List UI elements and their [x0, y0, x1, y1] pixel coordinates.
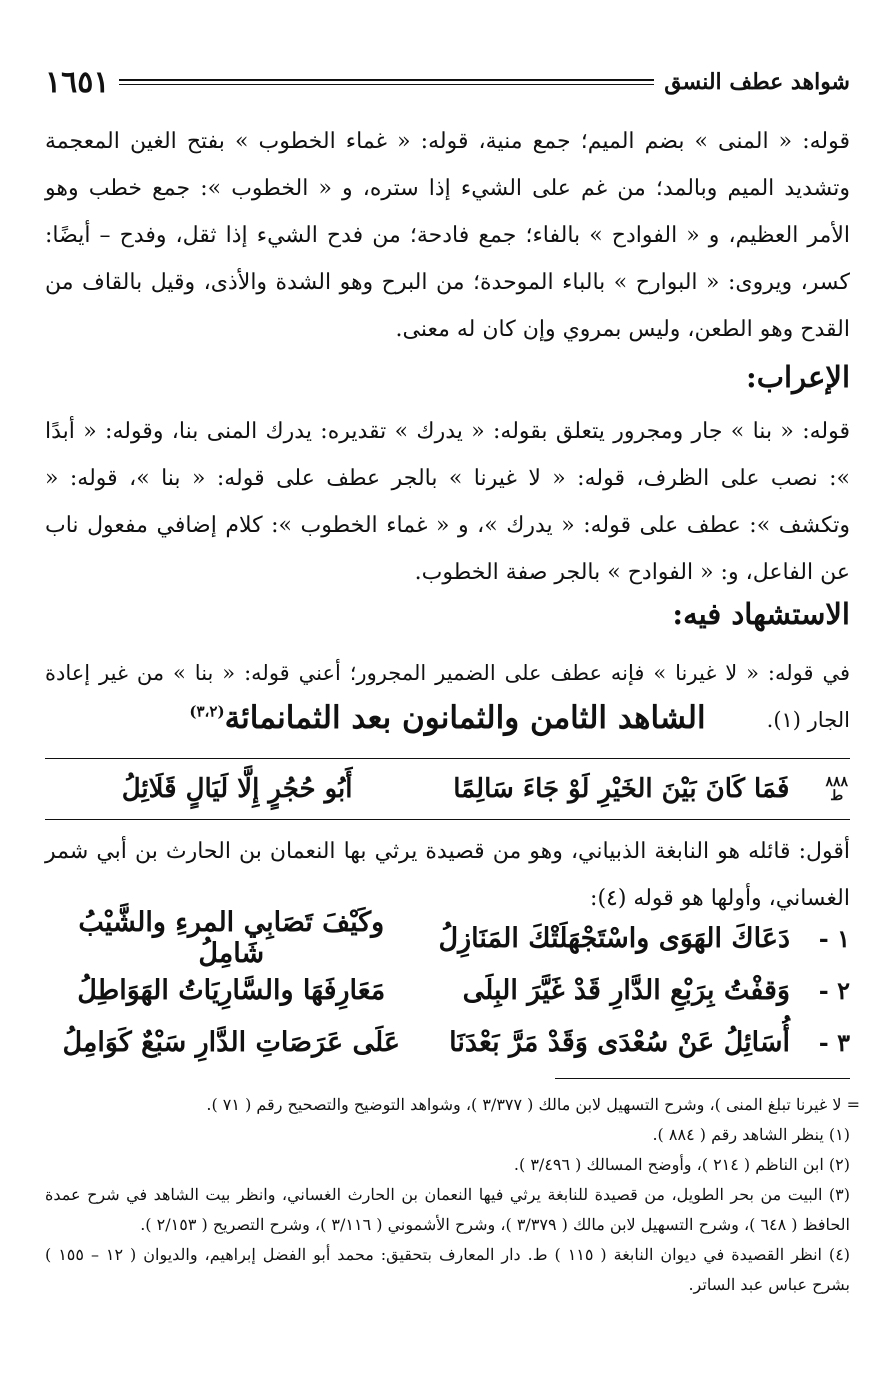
verse-meter-mark: ط [830, 788, 844, 804]
poem-second-hemistich: مَعَارِفَهَا والسَّارِيَاتُ الهَوَاطِلُ [77, 974, 386, 1006]
footnote-2: (٢) ابن الناظم ( ٢١٤ )، وأوضح المسالك ( ٣/٤٩٦ ). [513, 1155, 850, 1174]
verse-number [825, 775, 848, 803]
section-title [45, 700, 850, 736]
running-head-title: شواهد عطف النسق [664, 69, 850, 95]
footnote-1: (١) ينظر الشاهد رقم ( ٨٨٤ ). [652, 1125, 850, 1144]
heading-istishhad: الاستشهاد فيه: [672, 597, 850, 631]
poem-line-number: ١ - [818, 923, 850, 953]
poem-first-hemistich: دَعَاكَ الهَوَى واسْتَجْهَلَتْكَ المَنَازِلُ [438, 922, 790, 954]
running-head-rule [119, 79, 654, 85]
running-head [45, 62, 850, 102]
poem-first-hemistich: أُسَائِلُ عَنْ سُعْدَى وَقَدْ مَرَّ بَعْدَنَا [449, 1026, 790, 1058]
main-verse-box [45, 758, 850, 820]
paragraph-aqul: أقول: قائله هو النابغة الذبياني، وهو من قصيدة يرثي بها النعمان بن الحارث بن أبي شمر الغساني، وأولها هو قوله (٤): [45, 839, 850, 911]
poem-opening-lines [45, 907, 850, 1068]
poem-line [45, 964, 850, 1016]
poem-line [45, 1016, 850, 1068]
paragraph-vocabulary: قوله: « المنى » بضم الميم؛ جمع منية، قوله: « غماء الخطوب » بفتح الغين المعجمة وتشديد الميم وبالمد؛ من غم على الشيء إذا ستره، و « الخطوب »: جمع خطب وهو الأمر العظيم، و « الفوادح » بالفاء؛ جمع فادحة؛ من فدح الشيء إذا ثقل، وفدح – أيضًا: كسر، ويروى: « البوارح » بالباء الموحدة؛ من البرح وهو الشدة والأذى، وقيل بالقاف من القدح وهو الطعن، وليس بمروي وإن كان له معنى. [45, 129, 850, 342]
footnote-separator [555, 1078, 850, 1079]
poem-line-number: ٢ - [818, 975, 850, 1005]
heading-irab: الإعراب: [746, 360, 850, 394]
poem-second-hemistich: وكَيْفَ تَصَابِي المرءِ والشَّيْبُ شَامِلُ [78, 907, 385, 969]
verse-first-hemistich: فَمَا كَانَ بَيْنَ الخَيْرِ لَوْ جَاءَ سَالِمًا [453, 774, 790, 804]
footnotes [45, 1090, 860, 1300]
paragraph-istishhad: في قوله: « لا غيرنا » فإنه عطف على الضمير المجرور؛ أعني قوله: « بنا » من غير إعادة الجار (١). [45, 661, 850, 732]
verse-second-hemistich: أَبُو حُجُرٍ إِلَّا لَيَالٍ قَلَائِلُ [121, 774, 353, 804]
section-title-text: الشاهد الثامن والثمانون بعد الثمانمائة [224, 700, 706, 736]
poem-line [45, 907, 850, 969]
footnote-continuation: = لا غيرنا تبلغ المنى )، وشرح التسهيل لابن مالك ( ٣/٣٧٧ )، وشواهد التوضيح والتصحيح رقم ( ٧١ ). [206, 1095, 860, 1114]
poem-first-hemistich: وَقفْتُ بِرَبْعِ الدَّارِ قَدْ غَيَّرَ البِلَى [462, 974, 790, 1006]
verse-number-value: ٨٨٨ [825, 774, 848, 790]
footnote-3: (٣) البيت من بحر الطويل، من قصيدة للنابغة يرثي فيها النعمان بن الحارث الغساني، وانظر بيت الشاهد في شرح عمدة الحافظ ( ٦٤٨ )، وشرح التسهيل لابن مالك ( ٣/٣٧٩ )، وشرح الأشموني ( ٣/١١٦ )، وشرح التصريح ( ٢/١٥٣ ). [45, 1185, 850, 1234]
footnote-4: (٤) انظر القصيدة في ديوان النابغة ( ١١٥ ) ط. دار المعارف بتحقيق: محمد أبو الفضل إبراهيم، والديوان ( ١٢ – ١٥٥ ) بشرح عباس عبد الساتر. [45, 1245, 851, 1294]
paragraph-irab: قوله: « بنا » جار ومجرور يتعلق بقوله: « يدرك » تقديره: يدرك المنى بنا، وقوله: « أبدًا »: نصب على الظرف، قوله: « لا غيرنا » بالجر عطف على قوله: « بنا »، قوله: « وتكشف »: عطف على قوله: « يدرك »، و « غماء الخطوب »: كلام إضافي مفعول ناب عن الفاعل، و: « الفوادح » بالجر صفة الخطوب. [45, 419, 850, 585]
poem-second-hemistich: عَلَى عَرَصَاتِ الدَّارِ سَبْعٌ كَوَامِلُ [62, 1026, 401, 1058]
poem-line-number: ٣ - [818, 1027, 850, 1057]
section-title-footnote-ref: (٣،٢) [189, 702, 225, 721]
page-number: ١٦٥١ [45, 64, 110, 100]
